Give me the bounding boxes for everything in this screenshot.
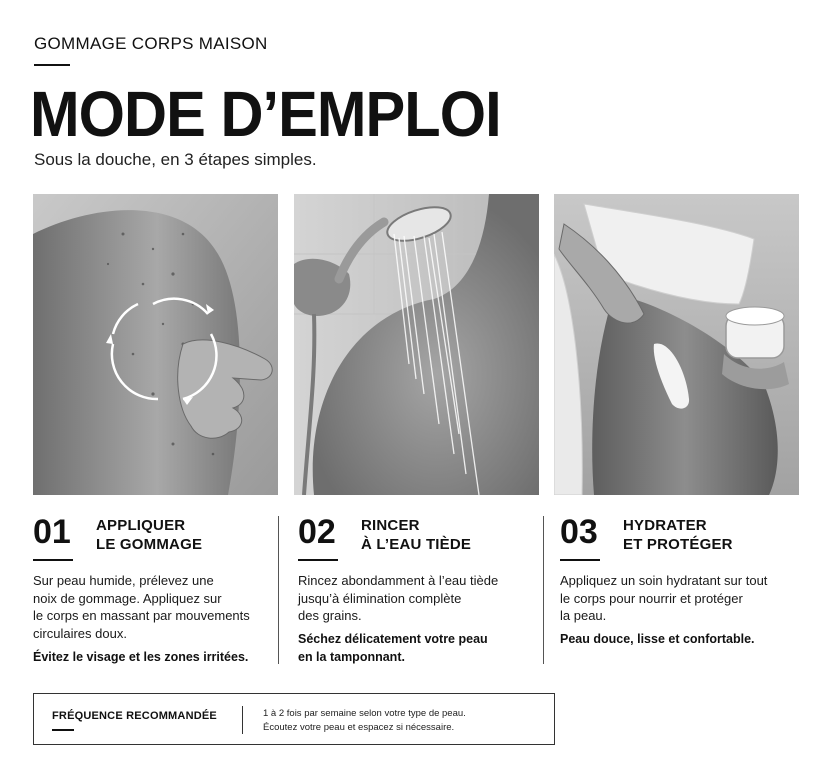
step-note: Peau douce, lisse et confortable. (560, 632, 755, 646)
step-note: Séchez délicatement votre peau en la tamponnant. (298, 632, 488, 664)
frequency-divider (242, 706, 243, 734)
step-number-rule (33, 559, 73, 561)
kicker-label: GOMMAGE CORPS MAISON (34, 34, 268, 53)
step-body: Sur peau humide, prélevez une noix de gommage. Appliquez sur le corps en massant par mouvements circulaires doux. (33, 573, 250, 641)
step-body: Rincez abondamment à l’eau tiède jusqu’à élimination complète des grains. (298, 573, 499, 623)
step-heading: RINCER À L’EAU TIÈDE (361, 517, 472, 553)
frequency-box (33, 693, 555, 745)
step-heading: HYDRATER ET PROTÉGER (623, 517, 733, 553)
step-number-rule (298, 559, 338, 561)
column-divider (543, 516, 544, 664)
step-number: 03 (560, 513, 598, 551)
apply-cream-photo (554, 194, 799, 495)
page-title: MODE D’EMPLOI (30, 78, 501, 150)
page-subtitle: Sous la douche, en 3 étapes simples. (34, 150, 317, 169)
step-number-rule (560, 559, 600, 561)
kicker-rule (34, 64, 70, 66)
step-note: Évitez le visage et les zones irritées. (33, 650, 249, 664)
step-heading: APPLIQUER LE GOMMAGE (96, 517, 203, 553)
step-number: 02 (298, 513, 336, 551)
step-body: Appliquez un soin hydratant sur tout le corps pour nourrir et protéger la peau. (560, 573, 768, 623)
column-divider (278, 516, 279, 664)
frequency-label: FRÉQUENCE RECOMMANDÉE (52, 710, 217, 722)
shower-rinse-photo (294, 194, 539, 495)
frequency-text: 1 à 2 fois par semaine selon votre type de peau. Écoutez votre peau et espacez si nécessaire. (263, 708, 466, 733)
frequency-rule (52, 729, 74, 731)
step-number: 01 (33, 513, 71, 551)
scrub-shoulder-photo (33, 194, 278, 495)
